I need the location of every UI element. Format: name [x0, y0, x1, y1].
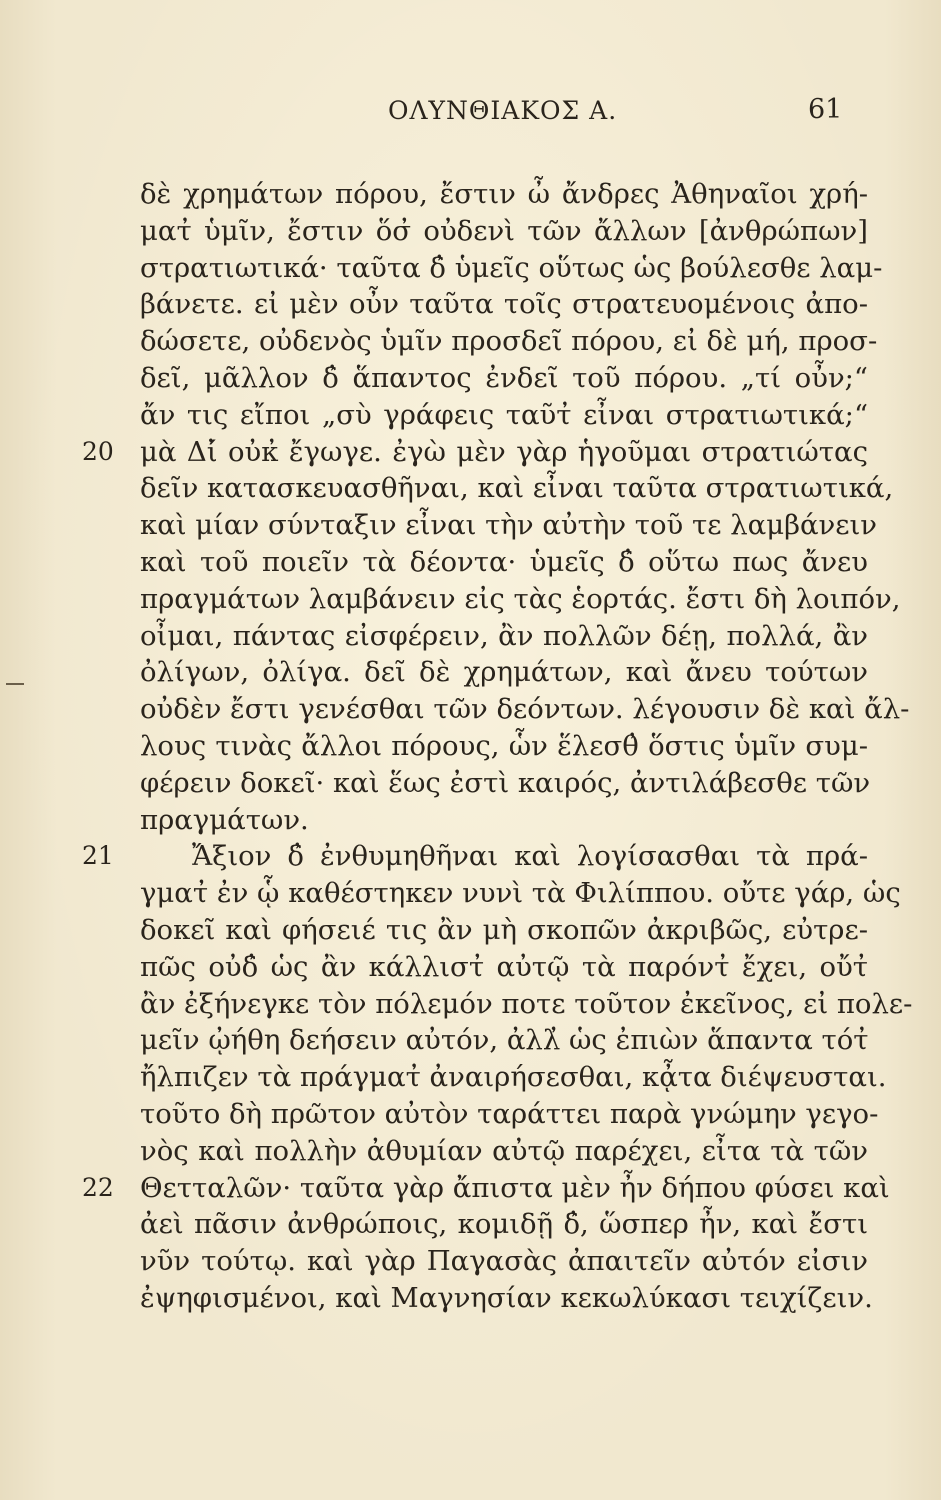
line-text: δώσετε, οὐδενὸς ὑμῖν προσδεῖ πόρου, εἰ δὲ μή, προσ- [140, 325, 878, 358]
text-line [0, 1243, 941, 1280]
text-line [0, 360, 941, 397]
line-text: ἐψηφισμένοι, καὶ Μαγνησίαν κεκωλύκασι τειχίζειν. [140, 1281, 873, 1314]
line-text: λους τινὰς ἄλλοι πόρους, ὧν ἕλεσθ̓ ὅστις ὑμῖν συμ- [140, 729, 868, 762]
margin-tick-mark [6, 683, 24, 685]
text-line [0, 507, 941, 544]
running-title: ΟΛΥΝΘΙΑΚΟΣ Α. [388, 96, 618, 125]
line-text: τοῦτο δὴ πρῶτον αὐτὸν ταράττει παρὰ γνώμην γεγο- [140, 1097, 879, 1130]
section-number: 21 [82, 841, 114, 871]
text-line [0, 654, 941, 691]
line-text: πραγμάτων λαμβάνειν εἰς τὰς ἑορτάς. ἔστι δὴ λοιπόν, [140, 582, 901, 615]
text-line [0, 1133, 941, 1170]
page-number: 61 [808, 94, 843, 125]
text-line [0, 286, 941, 323]
line-text: δεῖ, μᾶλλον δ̓ ἅπαντος ἐνδεῖ τοῦ πόρου. „τί οὖν;“ [140, 361, 868, 394]
line-text: ἄν τις εἴποι „σὺ γράφεις ταῦτ̓ εἶναι στρατιωτικά;“ [140, 398, 868, 431]
section-number: 22 [82, 1172, 114, 1202]
text-line [0, 986, 941, 1023]
text-line [0, 838, 941, 875]
line-text: οἶμαι, πάντας εἰσφέρειν, ἂν πολλῶν δέῃ, πολλά, ἂν [140, 619, 868, 652]
line-text: οὐδὲν ἔστι γενέσθαι τῶν δεόντων. λέγουσιν δὲ καὶ ἄλ- [140, 693, 910, 726]
text-line [0, 1096, 941, 1133]
text-line [0, 213, 941, 250]
text-line [0, 618, 941, 655]
line-text: νῦν τούτῳ. καὶ γὰρ Παγασὰς ἀπαιτεῖν αὐτόν εἰσιν [140, 1245, 868, 1278]
text-line [0, 544, 941, 581]
line-text: μὰ Δί̓ οὐκ̓ ἔγωγε. ἐγὼ μὲν γὰρ ἡγοῦμαι στρατιώτας [140, 435, 868, 468]
text-line [0, 875, 941, 912]
line-text: μεῖν ᾠήθη δεήσειν αὐτόν, ἀλλ̓ ὡς ἐπιὼν ἅπαντα τότ̓ [140, 1024, 869, 1057]
text-line [0, 250, 941, 287]
line-text: καὶ τοῦ ποιεῖν τὰ δέοντα· ὑμεῖς δ̓ οὕτω πως ἄνευ [140, 545, 868, 578]
line-text: στρατιωτικά· ταῦτα δ̓ ὑμεῖς οὕτως ὡς βούλεσθε λαμ- [140, 251, 883, 284]
line-text: νὸς καὶ πολλὴν ἀθυμίαν αὐτῷ παρέχει, εἶτα τὰ τῶν [140, 1134, 868, 1167]
line-text: καὶ μίαν σύνταξιν εἶναι τὴν αὐτὴν τοῦ τε λαμβάνειν [140, 509, 878, 542]
text-line [0, 912, 941, 949]
line-text: γματ̓ ἐν ᾧ καθέστηκεν νυνὶ τὰ Φιλίππου. οὔτε γάρ, ὡς [140, 877, 901, 910]
text-line [0, 176, 941, 213]
section-number: 20 [82, 436, 114, 466]
text-line [0, 323, 941, 360]
text-line [0, 802, 941, 839]
text-line [0, 1059, 941, 1096]
line-text: ὀλίγων, ὀλίγα. δεῖ δὲ χρημάτων, καὶ ἄνευ τούτων [140, 656, 868, 689]
text-line [0, 397, 941, 434]
text-line [0, 581, 941, 618]
line-text: ματ̓ ὑμῖν, ἔστιν ὅσ̓ οὐδενὶ τῶν ἄλλων [ἀνθρώπων] [140, 214, 868, 247]
line-text: φέρειν δοκεῖ· καὶ ἕως ἐστὶ καιρός, ἀντιλάβεσθε τῶν [140, 766, 871, 799]
line-text: ἂν ἐξήνεγκε τὸν πόλεμόν ποτε τοῦτον ἐκεῖνος, εἰ πολε- [140, 987, 913, 1020]
text-line [0, 1170, 941, 1207]
text-line [0, 470, 941, 507]
text-line [0, 1022, 941, 1059]
text-line [0, 728, 941, 765]
line-text: Ἄξιον δ̓ ἐνθυμηθῆναι καὶ λογίσασθαι τὰ πρά- [192, 840, 868, 873]
text-line [0, 765, 941, 802]
line-text: δὲ χρημάτων πόρου, ἔστιν ὦ ἄνδρες Ἀθηναῖοι χρή- [140, 178, 868, 210]
line-text: βάνετε. εἰ μὲν οὖν ταῦτα τοῖς στρατευομένοις ἀπο- [140, 288, 868, 321]
line-text: Θετταλῶν· ταῦτα γὰρ ἄπιστα μὲν ἦν δήπου φύσει καὶ [140, 1171, 890, 1204]
line-text: ἀεὶ πᾶσιν ἀνθρώποις, κομιδῇ δ̓, ὥσπερ ἦν, καὶ ἔστι [140, 1208, 868, 1241]
line-text: δεῖν κατασκευασθῆναι, καὶ εἶναι ταῦτα στρατιωτικά, [140, 472, 894, 505]
text-line [0, 949, 941, 986]
line-text: πραγμάτων. [140, 803, 309, 836]
page-header [0, 96, 941, 136]
greek-text-body [0, 176, 941, 1317]
line-text: δοκεῖ καὶ φήσειέ τις ἂν μὴ σκοπῶν ἀκριβῶς, εὐτρε- [140, 913, 868, 946]
text-line [0, 1280, 941, 1317]
line-text: ἤλπιζεν τὰ πράγματ̓ ἀναιρήσεσθαι, κᾆτα διέψευσται. [140, 1061, 887, 1094]
text-line [0, 434, 941, 471]
text-line [0, 1206, 941, 1243]
text-line [0, 691, 941, 728]
line-text: πῶς οὐδ̓ ὡς ἂν κάλλιστ̓ αὐτῷ τὰ παρόντ̓ ἔχει, οὔτ̓ [140, 950, 868, 983]
